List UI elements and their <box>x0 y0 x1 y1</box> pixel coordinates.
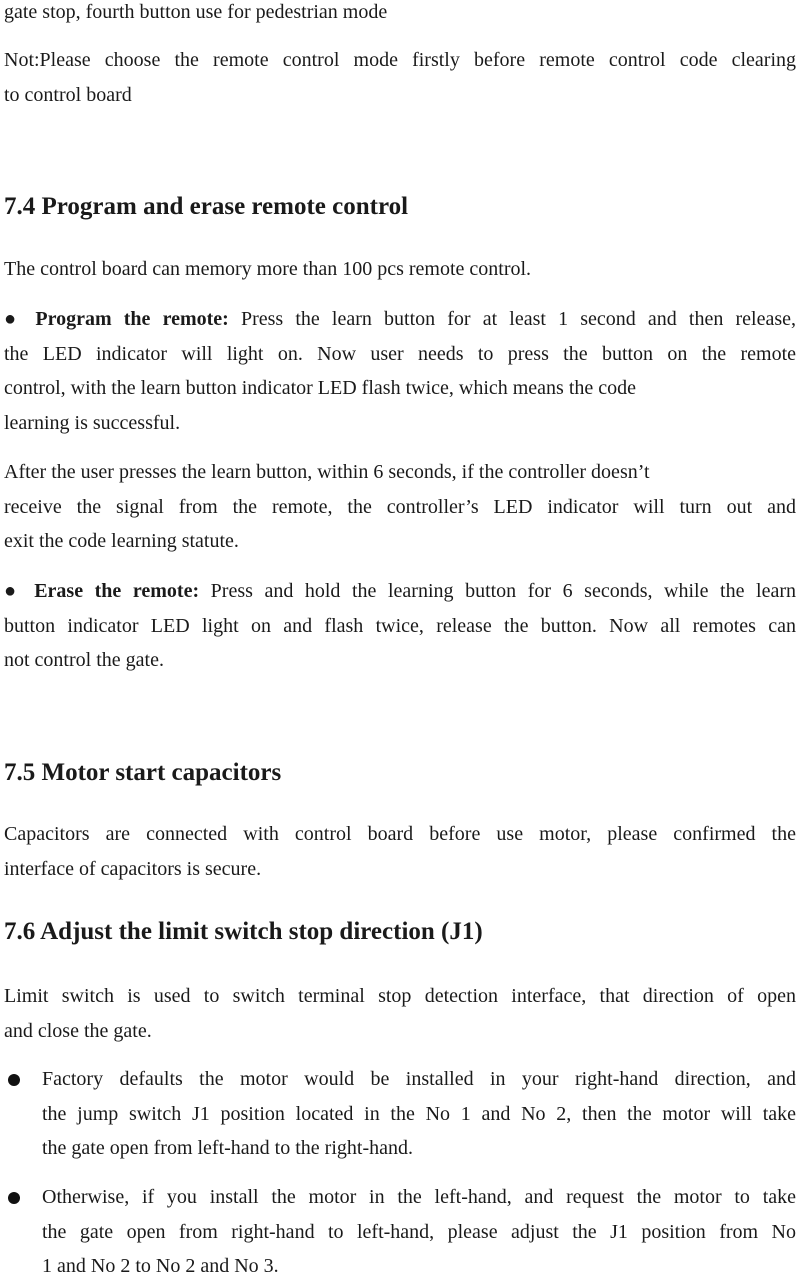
text-line: the gate open from left-hand to the right-hand. <box>42 1137 413 1159</box>
text-line: receive the signal from the remote, the controller’s LED indicator will turn out and <box>4 495 796 518</box>
section-7-4-intro <box>4 252 796 287</box>
continuation-paragraph <box>4 0 796 30</box>
text-line: the gate open from right-hand to left-hand, please adjust the J1 position from No <box>42 1220 796 1243</box>
text-segment: Press and hold the learning button for 6 seconds, while the learn <box>199 580 796 602</box>
text-segment: Press the learn button for at least 1 second and then release, <box>228 308 796 330</box>
text-line: to control board <box>4 83 132 106</box>
program-remote-label: Program the remote: <box>35 308 229 330</box>
text-line: Not:Please choose the remote control mode firstly before remote control code clearing <box>4 49 796 71</box>
note-paragraph <box>4 43 796 112</box>
program-remote-paragraph <box>4 302 796 440</box>
text-line: the LED indicator will light on. Now user needs to press the button on the remote <box>4 342 796 365</box>
text-line <box>4 574 796 609</box>
text-line: Otherwise, if you install the motor in the left-hand, and request the motor to take <box>42 1186 796 1208</box>
list-item <box>42 1062 796 1166</box>
text-line: and close the gate. <box>4 1019 152 1042</box>
section-7-5-paragraph <box>4 817 796 886</box>
bullet-symbol: ● <box>4 308 24 330</box>
section-heading-7-5: 7.5 Motor start capacitors <box>4 759 282 786</box>
text-line: After the user presses the learn button, within 6 seconds, if the controller doesn’t <box>4 461 650 483</box>
bullet-symbol: ● <box>4 580 23 602</box>
learn-timeout-paragraph <box>4 455 796 559</box>
text-line: interface of capacitors is secure. <box>4 857 262 880</box>
text-line <box>4 302 796 337</box>
text-line: the jump switch J1 position located in the No 1 and No 2, then the motor will take <box>42 1102 796 1125</box>
bullet-dot <box>8 1074 20 1086</box>
list-item <box>42 1180 796 1284</box>
text-line: gate stop, fourth button use for pedestrian mode <box>4 1 388 23</box>
text-line: Limit switch is used to switch terminal stop detection interface, that direction of open <box>4 985 796 1007</box>
erase-remote-paragraph <box>4 574 796 678</box>
section-7-6-intro <box>4 979 796 1048</box>
text-line: not control the gate. <box>4 649 164 671</box>
section-heading-7-6: 7.6 Adjust the limit switch stop direction (J1) <box>4 918 483 945</box>
text-line: The control board can memory more than 100 pcs remote control. <box>4 258 532 280</box>
text-line: button indicator LED light on and flash twice, release the button. Now all remotes can <box>4 614 796 637</box>
erase-remote-label: Erase the remote: <box>34 580 200 602</box>
bullet-dot <box>8 1192 20 1204</box>
text-line: Factory defaults the motor would be installed in your right-hand direction, and <box>42 1068 796 1090</box>
text-line: exit the code learning statute. <box>4 530 239 552</box>
text-line: 1 and No 2 to No 2 and No 3. <box>42 1255 279 1277</box>
text-line: learning is successful. <box>4 411 181 434</box>
section-heading-7-4: 7.4 Program and erase remote control <box>4 193 409 220</box>
text-line: control, with the learn button indicator LED flash twice, which means the code <box>4 377 637 399</box>
text-line: Capacitors are connected with control board before use motor, please confirmed the <box>4 823 796 845</box>
